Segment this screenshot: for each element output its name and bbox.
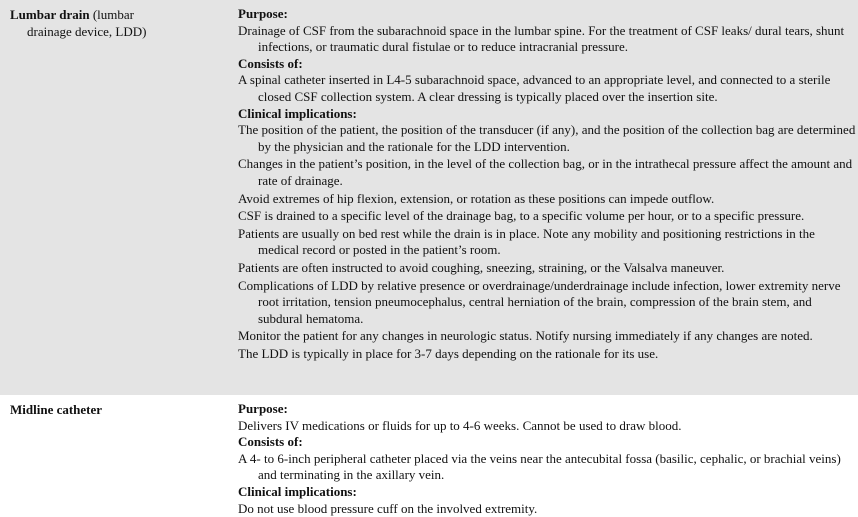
description-cell	[238, 401, 856, 517]
term-first-line	[10, 7, 220, 24]
clinical-item: Changes in the patient’s position, in the level of the collection bag, or in the intrathecal pressure affect the amount and rate of drainage.	[238, 156, 853, 188]
clinical-item: Monitor the patient for any changes in neurologic status. Notify nursing immediately if any changes are noted.	[238, 328, 813, 344]
purpose-text: Delivers IV medications or fluids for up to 4-6 weeks. Cannot be used to draw blood.	[238, 417, 682, 433]
clinical-item: The position of the patient, the position of the transducer (if any), and the position of the collection bag are determined by the physician and the rationale for the LDD intervention.	[238, 122, 856, 154]
consists-text: A 4- to 6-inch peripheral catheter placed via the veins near the antecubital fossa (basilic, cephalic, or brachial veins) and terminating in the axillary vein.	[238, 450, 841, 483]
consists-heading: Consists of:	[238, 434, 303, 450]
clinical-item: CSF is drained to a specific level of the drainage bag, to a specific volume per hour, or to a specific pressure.	[238, 208, 805, 224]
consists-heading: Consists of:	[238, 55, 303, 71]
clinical-item: Do not use blood pressure cuff on the involved extremity.	[238, 500, 538, 516]
term-cell	[10, 402, 220, 419]
term-second-line: drainage device, LDD)	[27, 23, 147, 39]
clinical-item: Avoid extremes of hip flexion, extension, or rotation as these positions can impede outflow.	[238, 190, 715, 206]
term-cell	[10, 7, 220, 40]
purpose-heading: Purpose:	[238, 6, 288, 21]
table-row-midline-catheter	[0, 395, 858, 516]
term-name: Midline catheter	[10, 402, 103, 417]
term-name: Lumbar drain	[10, 7, 90, 22]
description-cell	[238, 6, 856, 362]
clinical-item: Complications of LDD by relative presence or overdrainage/underdrainage include infection, lower extremity nerve root irritation, tension pneumocephalus, central herniation of the brain, compression of the brain stem, and subdural hematoma.	[238, 277, 841, 326]
clinical-item: Patients are usually on bed rest while the drain is in place. Note any mobility and positioning restrictions in the medical record or posted in the patient’s room.	[238, 225, 815, 258]
purpose-text: Drainage of CSF from the subarachnoid space in the lumbar spine. For the treatment of CSF leaks/ dural tears, shunt infections, or traumatic dural fistulae or to reduce intracranial pressure.	[238, 22, 845, 55]
purpose-heading: Purpose:	[238, 401, 288, 416]
consists-text: A spinal catheter inserted in L4-5 subarachnoid space, advanced to an appropriate level, and connected to a sterile closed CSF collection system. A clear dressing is typically placed over the insertion site.	[238, 72, 831, 104]
clinical-item: The LDD is typically in place for 3-7 days depending on the rationale for its use.	[238, 345, 659, 361]
term-suffix: (lumbar	[89, 7, 134, 22]
clinical-heading: Clinical implications:	[238, 483, 357, 499]
clinical-item: Patients are often instructed to avoid coughing, sneezing, straining, or the Valsalva maneuver.	[238, 259, 725, 275]
clinical-heading: Clinical implications:	[238, 105, 357, 121]
